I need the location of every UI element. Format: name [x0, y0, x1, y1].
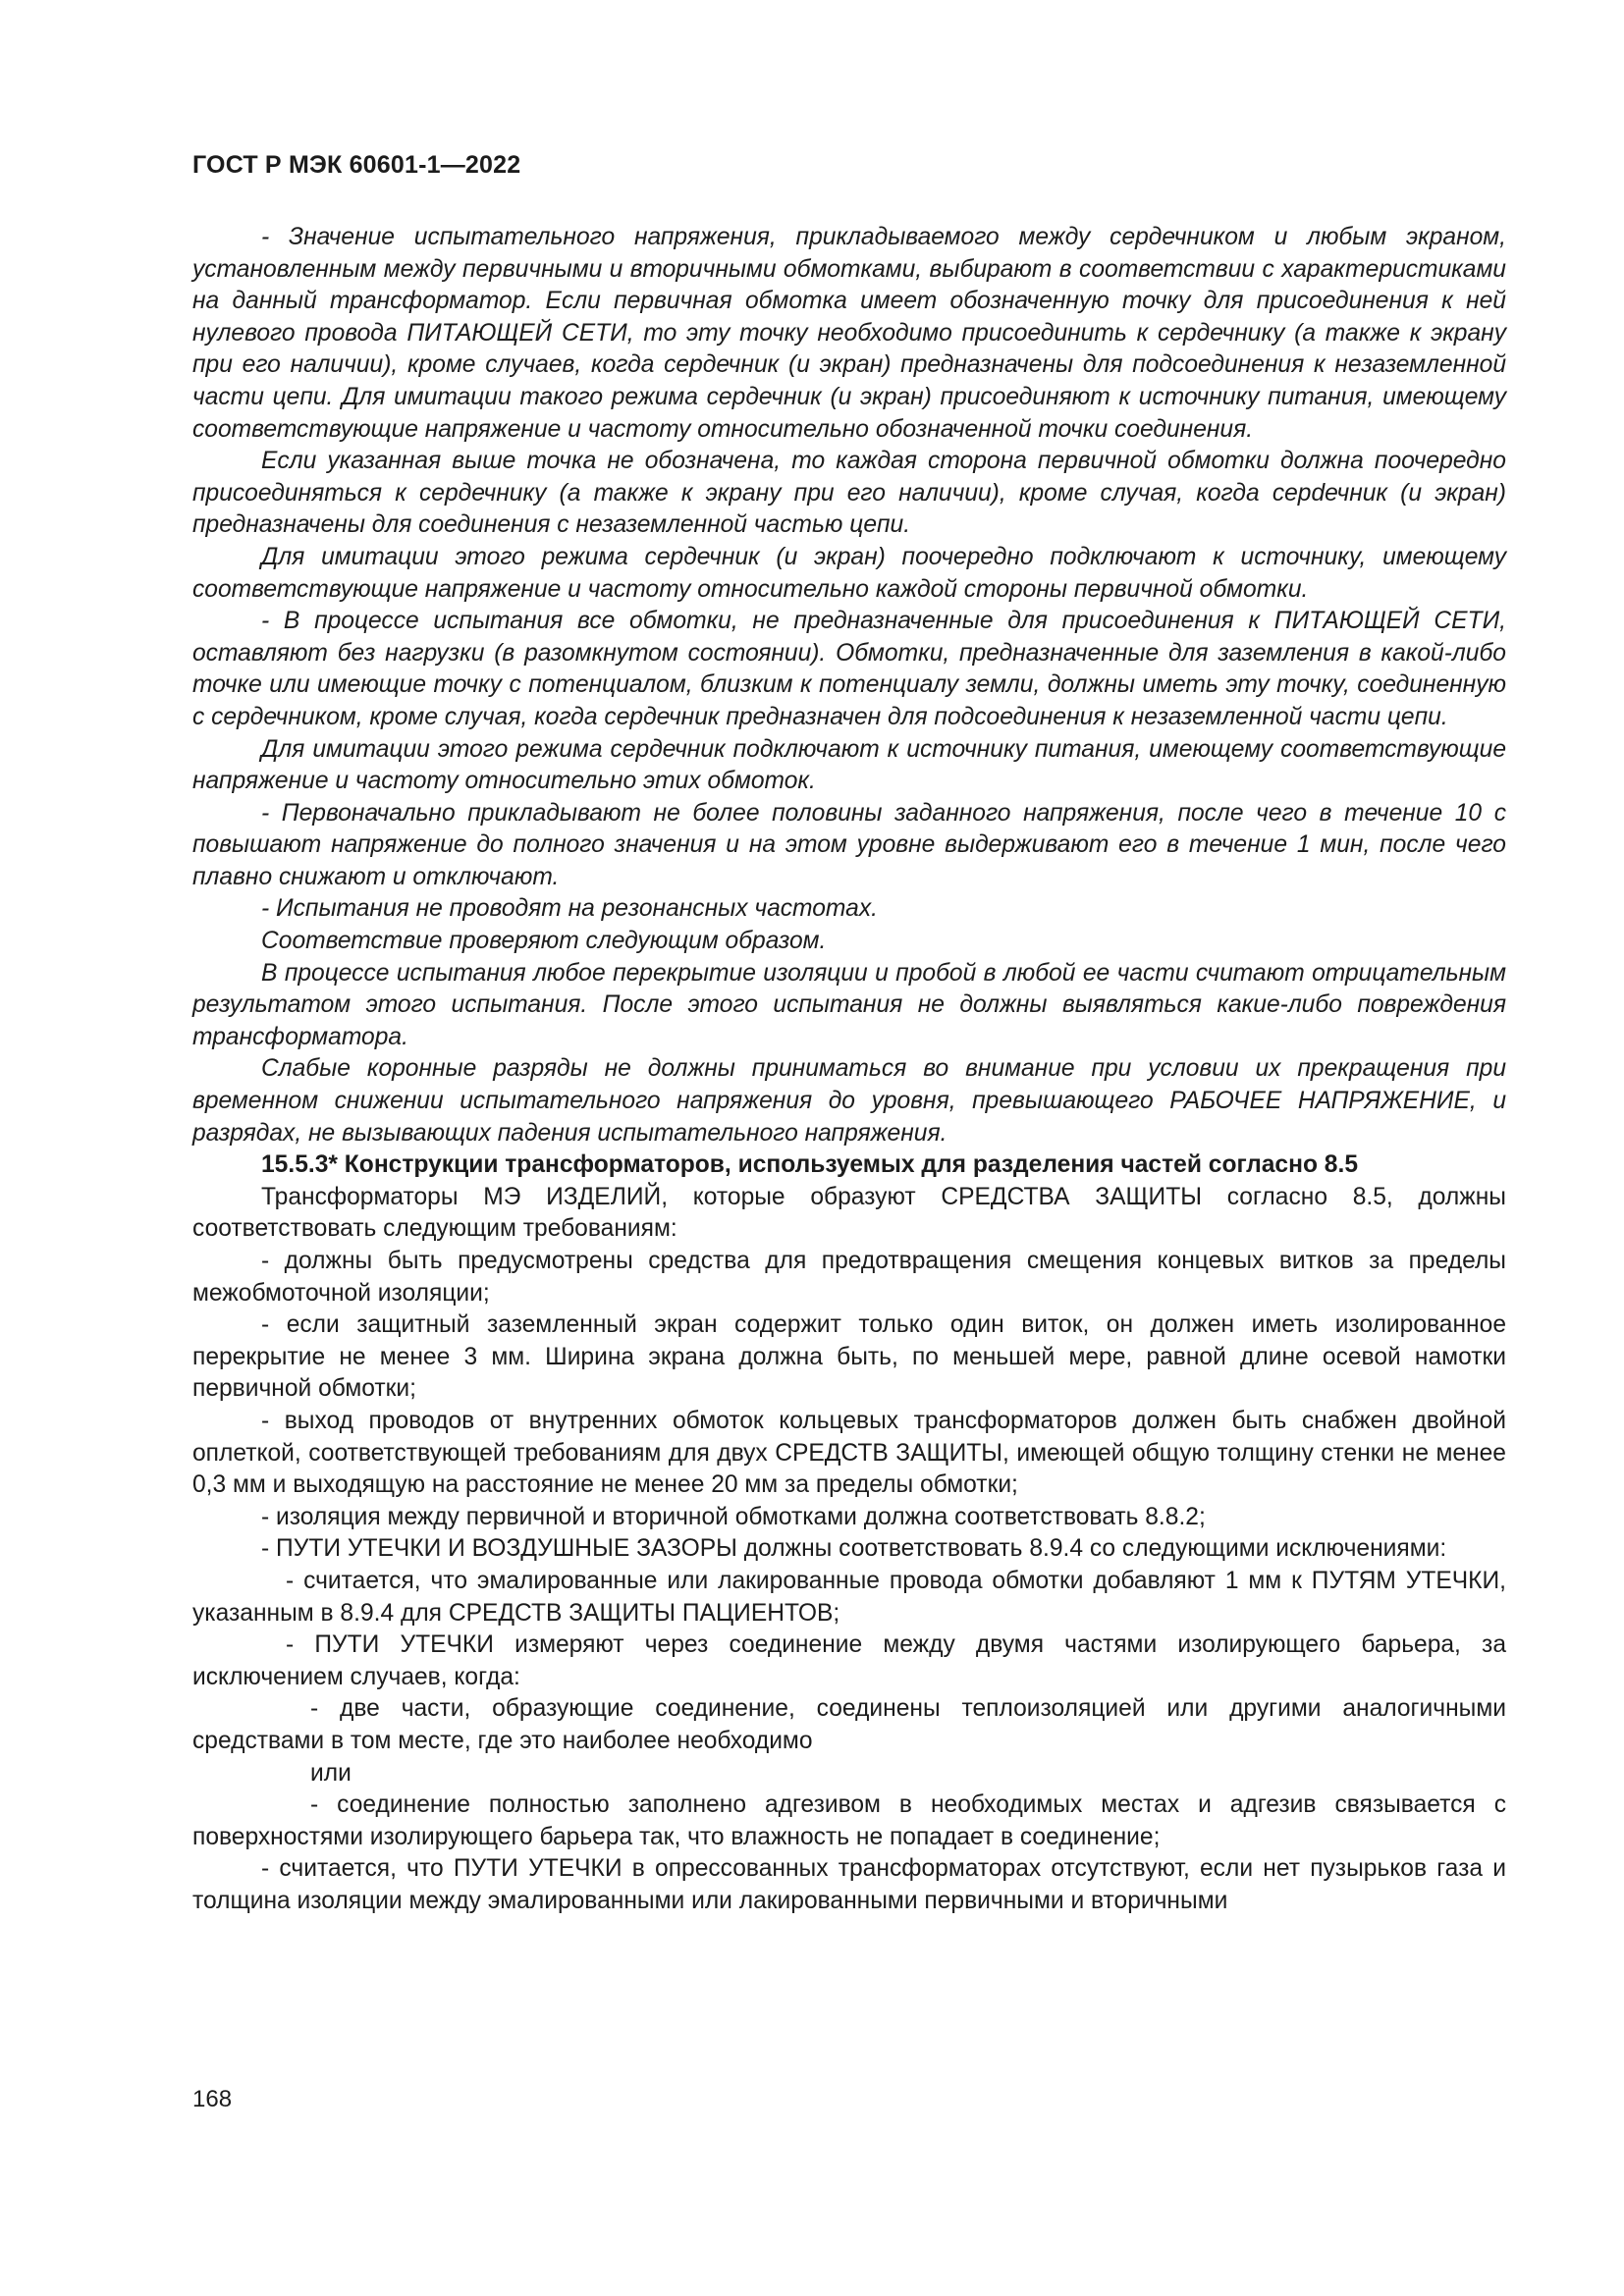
document-code-header: ГОСТ Р МЭК 60601-1—2022 — [192, 151, 521, 179]
requirement-item: - изоляция между первичной и вторичной обмотками должна соответствовать 8.8.2; — [261, 1503, 1206, 1530]
paragraph-intro: Трансформаторы МЭ ИЗДЕЛИЙ, которые образуют СРЕДСТВА ЗАЩИТЫ согласно 8.5, должны соответствовать следующим требованиям: — [192, 1183, 1506, 1243]
paragraph-test-voltage: - Значение испытательного напряжения, прикладываемого между сердечником и любым экраном, установленным между первичными и вторичными обмотками, выбирают в соответствии с характеристиками на данный трансформатор. Если первичная обмотка имеет обозначенную точку для присоединения к ней нулевого провода ПИТАЮЩЕЙ СЕТИ, то эту точку необходимо присоединить к сердечнику (а также к экрану при его наличии), кроме случаев, когда сердечник (и экран) предназначены для подсоединения к незаземленной части цепи. Для имитации такого режима сердечник (и экран) присоединяют к источнику питания, имеющему соответствующие напряжение и частоту относительно обозначенной точки соединения. — [192, 224, 1506, 443]
exception-item: - ПУТИ УТЕЧКИ измеряют через соединение между двумя частями изолирующего барьера, за исключением случаев, когда: — [192, 1631, 1506, 1690]
paragraph-voltage-ramp: - Первоначально прикладывают не более половины заданного напряжения, после чего в течение 10 с повышают напряжение до полного значения и на этом уровне выдерживают его в течение 1 мин, после чего плавно снижают и отключают. — [192, 799, 1506, 890]
requirement-item: - должны быть предусмотрены средства для предотвращения смещения концевых витков за пределы межобмоточной изоляции; — [192, 1248, 1506, 1307]
paragraph-simulation-alternate: Для имитации этого режима сердечник (и экран) поочередно подключают к источнику, имеющему соответствующие напряжение и частоту относительно каждой стороны первичной обмотки. — [192, 543, 1506, 603]
paragraph-windings-unloaded: - В процессе испытания все обмотки, не предназначенные для присоединения к ПИТАЮЩЕЙ СЕТИ, оставляют без нагрузки (в разомкнутом состоянии). Обмотки, предназначенные для заземления в какой-либо точке или имеющие точку с потенциалом, близким к потенциалу земли, должны иметь эту точку, соединенную с сердечником, кроме случая, когда сердечник предназначен для подсоединения к незаземленной части цепи. — [192, 608, 1506, 730]
paragraph-corona: Слабые коронные разряды не должны приниматься во внимание при условии их прекращения при временном снижении испытательного напряжения до уровня, превышающего РАБОЧЕЕ НАПРЯЖЕНИЕ, и разрядах, не вызывающих падения испытательного напряжения. — [192, 1055, 1506, 1147]
exception-subitem: - две части, образующие соединение, соединены теплоизоляцией или другими аналогичными средствами в том месте, где это наиболее необходимо — [192, 1695, 1506, 1754]
exception-subitem: - соединение полностью заполнено адгезивом в необходимых местах и адгезив связывается с поверхностями изолирующего барьера так, что влажность не попадает в соединение; — [192, 1791, 1506, 1850]
conjunction-or: или — [310, 1759, 352, 1787]
paragraph-unmarked-point: Если указанная выше точка не обозначена, то каждая сторона первичной обмотки должна поочередно присоединяться к сердечнику (а также к экрану при его наличии), кроме случая, когда серdечник (и экран) предназначены для соединения с незаземленной частью цепи. — [192, 448, 1506, 539]
exception-item: - считается, что эмалированные или лакированные провода обмотки добавляют 1 мм к ПУТЯМ УТЕЧКИ, указанным в 8.9.4 для СРЕДСТВ ЗАЩИТЫ ПАЦИЕНТОВ; — [192, 1567, 1506, 1627]
page-number: 168 — [192, 2086, 233, 2112]
paragraph-no-resonance: - Испытания не проводят на резонансных частотах. — [261, 895, 878, 923]
paragraph-simulation-windings: Для имитации этого режима сердечник подключают к источнику питания, имеющему соответствующие напряжение и частоту относительно этих обмоток. — [192, 735, 1506, 795]
requirement-item: - выход проводов от внутренних обмоток кольцевых трансформаторов должен быть снабжен двойной оплеткой, соответствующей требованиям для двух СРЕДСТВ ЗАЩИТЫ, имеющей общую толщину стенки не менее 0,3 мм и выходящую на расстояние не менее 20 мм за пределы обмотки; — [192, 1407, 1506, 1499]
requirement-item: - ПУТИ УТЕЧКИ И ВОЗДУШНЫЕ ЗАЗОРЫ должны соответствовать 8.9.4 со следующими исключениями: — [261, 1535, 1447, 1563]
section-heading: 15.5.3* Конструкции трансформаторов, используемых для разделения частей согласно 8.5 — [261, 1151, 1358, 1179]
requirement-item: - считается, что ПУТИ УТЕЧКИ в опрессованных трансформаторах отсутствуют, если нет пузырьков газа и толщина изоляции между эмалированными или лакированными первичными и вторичными — [192, 1855, 1506, 1914]
document-body — [192, 222, 1506, 1917]
paragraph-compliance: Соответствие проверяют следующим образом. — [261, 928, 827, 955]
paragraph-breakdown: В процессе испытания любое перекрытие изоляции и пробой в любой ее части считают отрицательным результатом этого испытания. После этого испытания не должны выявляться какие-либо повреждения трансформатора. — [192, 959, 1506, 1050]
requirement-item: - если защитный заземленный экран содержит только один виток, он должен иметь изолированное перекрытие не менее 3 мм. Ширина экрана должна быть, по меньшей мере, равной длине осевой намотки первичной обмотки; — [192, 1311, 1506, 1403]
